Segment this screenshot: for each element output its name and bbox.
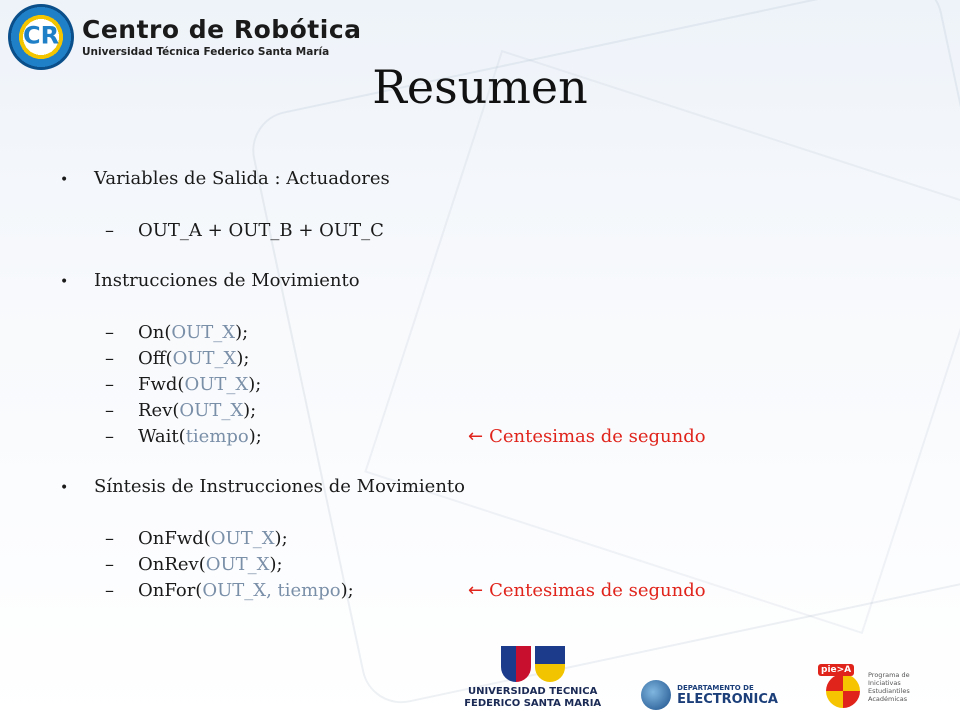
command-name: Fwd(: [138, 374, 185, 395]
slide-content: [60, 168, 920, 606]
bullet-text: Variables de Salida : Actuadores: [94, 168, 390, 189]
bullet-dot-icon: •: [60, 480, 69, 496]
dash-icon: –: [105, 554, 114, 575]
bullet-dot-icon: •: [60, 172, 69, 188]
command-name: Off(: [138, 348, 173, 369]
sub-item: [60, 374, 920, 400]
command-name: OnFwd(: [138, 528, 211, 549]
command-text: [138, 554, 468, 575]
sub-item: [60, 528, 920, 554]
dash-icon: –: [105, 348, 114, 369]
command-argument: OUT_X, tiempo: [202, 580, 341, 601]
globe-icon: [641, 680, 671, 710]
logo-subtitle: Universidad Técnica Federico Santa María: [82, 46, 330, 58]
command-suffix: );: [235, 322, 249, 343]
shield-icon: [464, 646, 601, 682]
footer-logos: [464, 646, 940, 710]
electronica-logo: [641, 680, 778, 710]
piea-icon: [818, 664, 864, 710]
university-line2: FEDERICO SANTA MARIA: [464, 698, 602, 709]
note: [468, 426, 706, 447]
command-name: OnFor(: [138, 580, 203, 601]
command-argument: OUT_X: [172, 348, 237, 369]
dept-small: DEPARTAMENTO DE: [677, 683, 754, 692]
sub-item: [60, 220, 920, 246]
command-name: Rev(: [138, 400, 180, 421]
command-argument: OUT_X: [205, 554, 270, 575]
logo-title: Centro de Robótica: [82, 15, 362, 44]
university-line1: UNIVERSIDAD TECNICA: [467, 686, 598, 697]
command-argument: OUT_X: [171, 322, 236, 343]
slide-title: Resumen: [372, 60, 588, 114]
command-argument: OUT_X: [179, 400, 244, 421]
command-suffix: );: [243, 400, 257, 421]
dash-icon: –: [105, 322, 114, 343]
command-suffix: );: [274, 528, 288, 549]
sub-item: [60, 348, 920, 374]
dash-icon: –: [105, 400, 114, 421]
dash-icon: –: [105, 374, 114, 395]
sub-item: [60, 580, 920, 606]
bullet-item: [60, 476, 920, 504]
note-text: Centesimas de segundo: [489, 580, 706, 601]
sub-item: [60, 426, 920, 452]
utfsm-logo: [464, 646, 601, 710]
command-suffix: );: [248, 374, 262, 395]
piea-text: Programa de Iniciativas Estudiantiles Académicas: [868, 671, 910, 703]
note: [468, 580, 706, 601]
logo-initials: CR: [22, 21, 60, 50]
electronica-text: [677, 684, 778, 707]
arrow-left-icon: ←: [468, 580, 484, 601]
bullet-text: Instrucciones de Movimiento: [94, 270, 360, 291]
command-text: [138, 400, 468, 421]
sub-item: [60, 554, 920, 580]
command-suffix: );: [236, 348, 250, 369]
dash-icon: –: [105, 426, 114, 447]
bullet-item: [60, 270, 920, 298]
command-text: [138, 348, 468, 369]
command-name: On(: [138, 322, 172, 343]
command-suffix: );: [248, 426, 262, 447]
sub-item-text: OUT_A + OUT_B + OUT_C: [138, 220, 384, 241]
sub-item: [60, 322, 920, 348]
command-name: Wait(: [138, 426, 186, 447]
sub-item: [60, 400, 920, 426]
bullet-item: [60, 168, 920, 196]
command-text: [138, 580, 468, 601]
dash-icon: –: [105, 580, 114, 601]
command-text: [138, 322, 468, 343]
command-argument: tiempo: [185, 426, 249, 447]
logo-text: [82, 16, 362, 58]
note-text: Centesimas de segundo: [489, 426, 706, 447]
command-text: [138, 426, 468, 447]
command-name: OnRev(: [138, 554, 206, 575]
command-argument: OUT_X: [184, 374, 249, 395]
dept-big: ELECTRONICA: [677, 691, 778, 707]
piea-tag: pie>A: [818, 664, 854, 676]
dash-icon: –: [105, 528, 114, 549]
bullet-dot-icon: •: [60, 274, 69, 290]
dash-icon: –: [105, 220, 114, 241]
command-suffix: );: [340, 580, 354, 601]
command-argument: OUT_X: [210, 528, 275, 549]
command-text: [138, 528, 468, 549]
piea-logo: [818, 664, 940, 710]
command-suffix: );: [269, 554, 283, 575]
command-text: [138, 374, 468, 395]
bullet-text: Síntesis de Instrucciones de Movimiento: [94, 476, 465, 497]
arrow-left-icon: ←: [468, 426, 484, 447]
